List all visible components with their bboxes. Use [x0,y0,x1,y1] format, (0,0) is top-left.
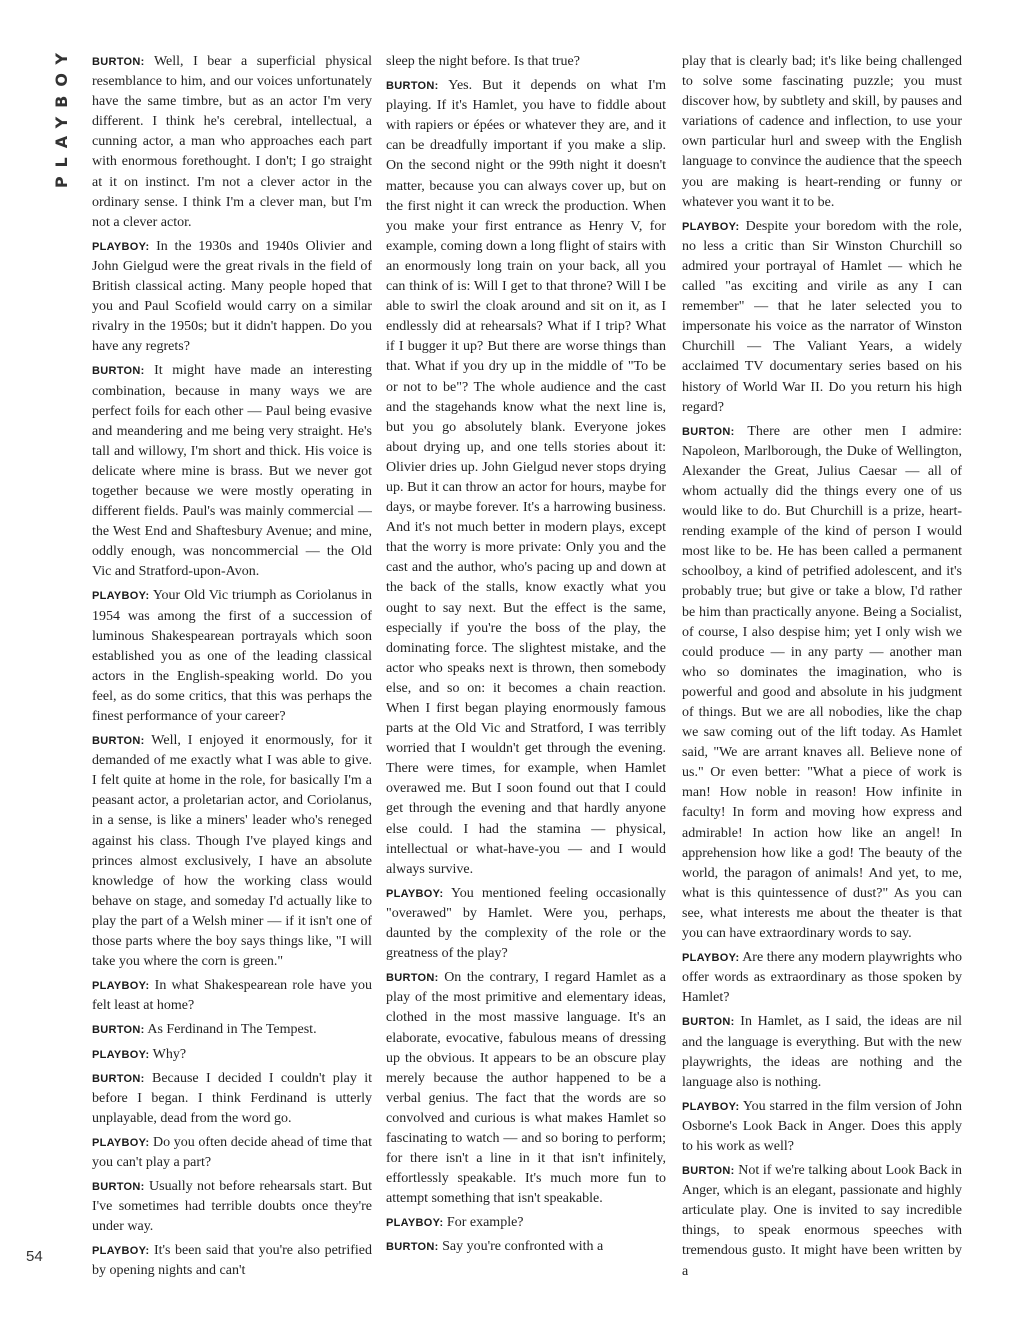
interview-paragraph [386,1213,666,1233]
paragraph-text: On the contrary, I regard Hamlet as a play of the most primitive and elementary ideas, clothed in the most massive language. It's an elaborate, evocative, fabulous means of dressing up the obvious. It appears to be an obscure play merely because the author happened to be a verbal genius. The fact that the words are so convolved and curious is what makes Hamlet so fascinating to watch — and so boring to perform; for there isn't a line in it that isn't infinitely, effortlessly speakable. It's much more fun to attempt something that isn't speakable. [386,970,666,1207]
speaker-label: BURTON: [386,80,439,93]
interview-paragraph [386,884,666,964]
interview-paragraph [682,1097,962,1157]
paragraph-text: For example? [446,1215,524,1231]
speaker-label: BURTON: [682,425,735,438]
interview-paragraph [92,1045,372,1065]
speaker-label: PLAYBOY: [682,952,740,965]
interview-paragraph [386,76,666,880]
paragraph-text: In the 1930s and 1940s Olivier and John Gielgud were the great rivals in the field of British classical acting. Many people hoped that you and Paul Scofield would carry on a similar rivalry in the 1950s; but it didn't happen. Do you have any regrets? [92,238,372,355]
speaker-label: BURTON: [92,365,145,378]
interview-paragraph [682,1012,962,1092]
interview-paragraph [682,948,962,1008]
interview-paragraph [92,237,372,358]
speaker-label: BURTON: [682,1016,735,1029]
speaker-label: BURTON: [92,1072,145,1085]
interview-paragraph [92,1241,372,1281]
paragraph-text: Do you often decide ahead of time that you can't play a part? [92,1134,372,1170]
interview-paragraph [386,1237,666,1257]
interview-paragraph [92,1177,372,1237]
text-column-3 [682,52,962,1292]
speaker-label: BURTON: [92,1181,145,1194]
interview-paragraph [682,217,962,418]
paragraph-text: Are there any modern playwrights who offer words as extraordinary as those spoken by Hamlet? [682,950,962,1006]
paragraph-text: Usually not before rehearsals start. But I've sometimes had terrible doubts once they're under way. [92,1179,372,1235]
speaker-label: PLAYBOY: [386,887,444,900]
interview-paragraph [92,731,372,972]
interview-paragraph [92,976,372,1016]
speaker-label: PLAYBOY: [92,590,150,603]
paragraph-text: Yes. But it depends on what I'm playing. If it's Hamlet, you have to fiddle about with rapiers or épées or whatever they are, and it can be dreadfully important if you make a slip. On the second night or the 99th night it doesn't matter, because you can always cover up, but on the first night it can wreck the production. When you make your first entrance as Henry V, for example, coming down a long flight of stairs with an enormously long train on your back, all you can think of is: Will I get to that throne? Will I be able to swirl the cloak around and sit on it, as I endlessly did at rehearsals? What if I trip? What if I bugger it up? But there are worse things than that. What if you dry up in the middle of "To be or not to be"? The whole audience and the cast and the stagehands know what the next line is, but you go absolutely blank. Everyone jokes about drying up, and one tells stories about it: Olivier dries up. John Gielgud never stops drying up. But it can throw an actor for hours, maybe for days, or maybe forever. It's a harrowing business. And it's not much better in modern plays, except that the worry is more private: Only you and the cast and the author, who's pacing up and down at the back of the stalls, know exactly what you ought to say next. But the effect is the same, especially if you're the boss of the play, the dominating force. The slightest mistake, and the actor who speaks next is thrown, then somebody else, and so on: it becomes a chain reaction. When I first began playing enormously famous parts at the Old Vic and Stratford, I was terribly worried that I wouldn't get through the evening. There were times, for example, when Hamlet overawed me. But I soon found out that I could get through the evening and that hardly anyone else could. I had the stamina — physical, intellectual or what-have-you — and I would always survive. [386,78,666,877]
paragraph-text: Say you're confronted with a [442,1239,604,1255]
paragraph-text: sleep the night before. Is that true? [386,54,580,69]
speaker-label: PLAYBOY: [92,980,150,993]
speaker-label: BURTON: [92,1024,145,1037]
speaker-label: PLAYBOY: [386,1217,444,1230]
paragraph-text: Despite your boredom with the role, no less a critic than Sir Winston Churchill so admired your portrayal of Hamlet — which he called "as exciting and virile as any I can remember" — that he later selected you to impersonate his voice as the narrator of Winston Churchill — The Valiant Years, a widely acclaimed TV documentary series based on his history of World War II. Do you return his high regard? [682,218,962,415]
paragraph-text: You mentioned feeling occasionally "overawed" by Hamlet. Were you, perhaps, daunted by the complexity of the role or the greatness of the play? [386,885,666,962]
interview-paragraph [92,361,372,582]
paragraph-text: It's been said that you're also petrified by opening nights and can't [92,1243,372,1279]
interview-paragraph [682,422,962,944]
paragraph-text: Because I decided I couldn't play it before I began. I think Ferdinand is utterly unplayable, dead from the word go. [92,1070,372,1126]
interview-paragraph [92,52,372,233]
paragraph-text: Why? [152,1046,187,1062]
paragraph-text: As Ferdinand in The Tempest. [147,1022,317,1038]
interview-paragraph [682,52,962,213]
text-column-2 [386,52,666,1292]
interview-paragraph [92,1133,372,1173]
interview-paragraph [92,586,372,727]
speaker-label: PLAYBOY: [682,220,740,233]
speaker-label: BURTON: [92,56,145,68]
speaker-label: BURTON: [386,972,439,985]
interview-paragraph [386,52,666,72]
page-number: 54 [26,1248,43,1265]
interview-paragraph [682,1161,962,1282]
speaker-label: BURTON: [682,1165,735,1178]
paragraph-text: Well, I enjoyed it enormously, for it demanded of me exactly what I was able to give. I felt quite at home in the role, for basically I'm a peasant actor, a proletarian actor, and Coriolanus, in a sense, is like a miners' leader who's reneged against his class. Though I've played kings and princes almost exclusively, I have an absolute knowledge of how the working class would behave on stage, and someday I'd actually like to play the part of a Welsh miner — if it isn't one of those parts where the boy says things like, "I will take you where the corn is green." [92,733,372,970]
paragraph-text: play that is clearly bad; it's like being challenged to solve some fascinating puzzle; you must discover how, by subtlety and skill, by pauses and variations of cadence and inflection, to use your own particular hurl and sweep with the English language to convince the audience that the speech you are making is heart-rending or funny or whatever you want it to be. [682,54,962,210]
interview-paragraph [92,1020,372,1040]
interview-paragraph [92,1069,372,1129]
speaker-label: PLAYBOY: [92,240,150,253]
speaker-label: PLAYBOY: [92,1136,150,1149]
text-column-1 [92,52,372,1292]
paragraph-text: There are other men I admire: Napoleon, Marlborough, the Duke of Wellington, Alexander the Great, Julius Caesar — all of whom actually did the things every one of us would like to do. But Churchill is a prize, heart-rending example of the kind of person I would most like to be. He has been called a permanent schoolboy, a kind of petrified adolescent, and it's probably true; but give or take a blow, I'd rather be him than practically anyone. Being a Socialist, of course, I also despise him; yet I only wish we could produce — in any party — another man who so dominates the imagination, who is powerful and good and absolute in his judgment of things. But we are all nobodies, like the chap we saw coming out of the lift today. As Hamlet said, "We are arrant knaves all. Believe none of us." Or even better: "What a piece of work is man! How noble in reason! How infinite in faculty! In form and moving how express and admirable! In action how like an angel! In apprehension how like a god! The beauty of the world, the paragon of animals! And yet, to me, what is this quintessence of dust?" As you can see, what interests me about the theater is that you can have extraordinary words to say. [682,423,962,942]
speaker-label: PLAYBOY: [682,1100,740,1113]
paragraph-text: It might have made an interesting combination, because in many ways we are perfect foils for each other — Paul being evasive and meandering and me being very straight. He's tall and willowy, I'm short and thick. His voice is delicate where mine is brass. But we never got together because we were mostly operating in different fields. Paul's was mainly commercial — the West End and Shaftesbury Avenue; and mine, oddly enough, was noncommercial — the Old Vic and Stratford-upon-Avon. [92,363,372,580]
magazine-masthead: PLAYBOY [52,44,71,189]
paragraph-text: You starred in the film version of John Osborne's Look Back in Anger. Does this apply to his work as well? [682,1098,962,1154]
speaker-label: BURTON: [92,735,145,748]
paragraph-text: Your Old Vic triumph as Coriolanus in 1954 was among the first of a succession of luminous Shakespearean portrayals which soon established you as one of the leading classical actors in the English-speaking world. Do you feel, as do some critics, that this was perhaps the finest performance of your career? [92,588,372,724]
paragraph-text: In Hamlet, as I said, the ideas are nil and the language is everything. But with the new playwrights, the ideas are nothing and the language also is nothing. [682,1014,962,1090]
speaker-label: PLAYBOY: [92,1245,150,1258]
speaker-label: PLAYBOY: [92,1048,150,1061]
paragraph-text: In what Shakespearean role have you felt least at home? [92,978,372,1014]
interview-paragraph [386,968,666,1209]
paragraph-text: Not if we're talking about Look Back in Anger, which is an elegant, passionate and highly articulate play. One is invited to say incredible things, to speak enormous speeches with tremendous gusto. It might have been written by a [682,1163,962,1279]
paragraph-text: Well, I bear a superficial physical resemblance to him, and our voices unfortunately have the same timbre, but as an actor I'm very different. I think he's cerebral, intellectual, a cunning actor, a man who approaches each part with enormous forethought. I don't; I go straight at it on instinct. I'm not a clever actor in the ordinary sense. I think I'm a clever man, but I'm not a clever actor. [92,54,372,230]
speaker-label: BURTON: [386,1241,439,1254]
